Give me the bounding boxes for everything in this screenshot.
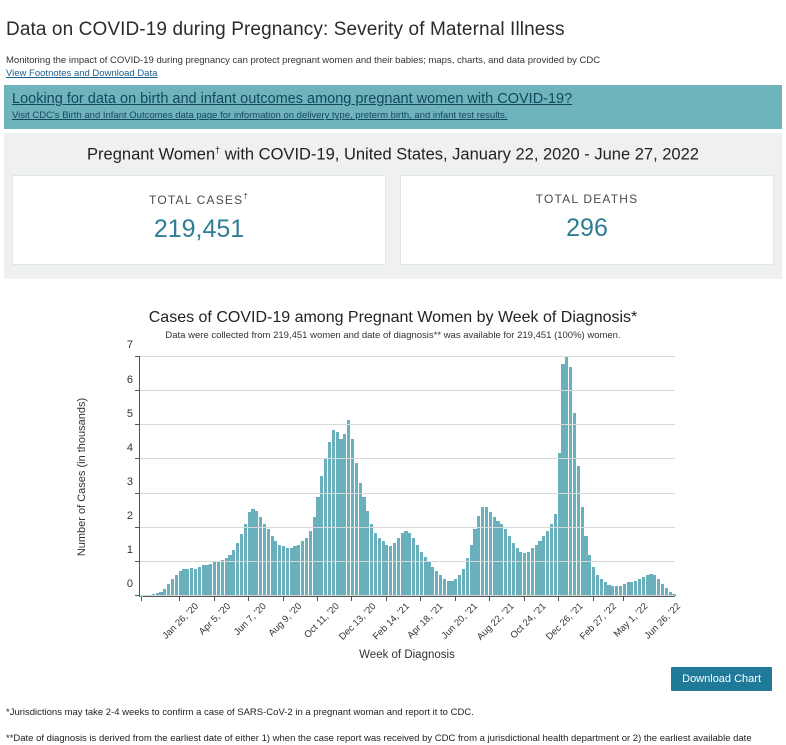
footnotes-section bbox=[0, 691, 786, 745]
x-axis-tick-mark bbox=[214, 597, 215, 601]
bar[interactable] bbox=[420, 552, 423, 596]
bar[interactable] bbox=[332, 430, 335, 596]
bar[interactable] bbox=[600, 579, 603, 596]
bar[interactable] bbox=[627, 582, 630, 596]
view-footnotes-link[interactable]: View Footnotes and Download Data bbox=[0, 68, 786, 83]
bar[interactable] bbox=[630, 582, 633, 596]
y-axis-tick-mark bbox=[135, 493, 140, 494]
bar[interactable] bbox=[362, 497, 365, 596]
stats-heading bbox=[12, 139, 774, 175]
bar[interactable] bbox=[236, 543, 239, 596]
x-axis-tick-label: Oct 24, '21 bbox=[509, 601, 549, 641]
bar[interactable] bbox=[397, 538, 400, 596]
download-row bbox=[4, 659, 782, 691]
grid-line bbox=[140, 390, 675, 391]
plot-frame bbox=[139, 357, 675, 597]
x-axis-tick-mark bbox=[455, 597, 456, 601]
bar[interactable] bbox=[205, 565, 208, 596]
bar[interactable] bbox=[519, 552, 522, 596]
bar[interactable] bbox=[309, 531, 312, 596]
bar[interactable] bbox=[584, 536, 587, 596]
bar[interactable] bbox=[535, 545, 538, 596]
bar[interactable] bbox=[458, 575, 461, 595]
bar[interactable] bbox=[439, 575, 442, 595]
bar[interactable] bbox=[374, 533, 377, 596]
x-axis-tick-label: Aug 9, '20 bbox=[267, 601, 305, 639]
x-axis-tick-mark bbox=[558, 597, 559, 601]
stats-heading-main: Pregnant Women bbox=[87, 146, 215, 164]
bar[interactable] bbox=[573, 413, 576, 596]
y-axis-tick-label: 5 bbox=[127, 408, 140, 420]
x-axis-tick-mark bbox=[179, 597, 180, 601]
y-axis-tick-mark bbox=[135, 527, 140, 528]
bar[interactable] bbox=[301, 541, 304, 596]
grid-line bbox=[140, 424, 675, 425]
stat-label-dagger: † bbox=[243, 192, 249, 201]
bar[interactable] bbox=[508, 536, 511, 596]
bar[interactable] bbox=[470, 545, 473, 596]
stats-heading-dagger: † bbox=[215, 145, 220, 155]
footnote-2: **Date of diagnosis is derived from the earliest date of either 1) when the case report was received by CDC from a jurisdictional health department or 2) the earliest available date bbox=[6, 733, 780, 745]
bar[interactable] bbox=[462, 569, 465, 596]
bar[interactable] bbox=[427, 562, 430, 596]
bar[interactable] bbox=[466, 558, 469, 596]
bar[interactable] bbox=[194, 569, 197, 596]
y-axis-tick-mark bbox=[135, 356, 140, 357]
x-axis-tick-label: Apr 18, '21 bbox=[405, 601, 445, 641]
stat-card-total-cases bbox=[12, 175, 386, 265]
y-axis-tick-label: 6 bbox=[127, 374, 140, 386]
y-axis-tick-label: 3 bbox=[127, 476, 140, 488]
stat-label-text: TOTAL DEATHS bbox=[536, 192, 639, 206]
stat-card-total-deaths bbox=[400, 175, 774, 265]
bar[interactable] bbox=[213, 562, 216, 595]
x-axis-tick-mark bbox=[489, 597, 490, 601]
download-chart-button[interactable]: Download Chart bbox=[671, 667, 772, 691]
bar[interactable] bbox=[485, 507, 488, 596]
grid-line bbox=[140, 493, 675, 494]
x-axis-tick-label: Oct 11, '20 bbox=[302, 601, 342, 641]
y-axis-tick-label: 0 bbox=[127, 578, 140, 590]
bar[interactable] bbox=[454, 579, 457, 596]
bar[interactable] bbox=[596, 575, 599, 596]
grid-line bbox=[140, 595, 675, 596]
stat-value-total-deaths: 296 bbox=[401, 214, 773, 243]
bar[interactable] bbox=[286, 548, 289, 596]
bar[interactable] bbox=[581, 507, 584, 596]
x-axis-tick-mark bbox=[283, 597, 284, 601]
chart-subtitle: Data were collected from 219,451 women and date of diagnosis** was available for 219,451 (100%) women. bbox=[4, 327, 782, 341]
stat-label bbox=[401, 192, 773, 206]
bar[interactable] bbox=[221, 560, 224, 596]
bar[interactable] bbox=[604, 582, 607, 596]
bar[interactable] bbox=[401, 533, 404, 596]
bar[interactable] bbox=[523, 553, 526, 596]
stats-section bbox=[4, 133, 782, 279]
bar[interactable] bbox=[516, 548, 519, 596]
bar[interactable] bbox=[435, 571, 438, 596]
y-axis-tick-mark bbox=[135, 561, 140, 562]
x-axis-tick-mark bbox=[623, 597, 624, 601]
banner-title-link[interactable]: Looking for data on birth and infant outcomes among pregnant women with COVID-19? bbox=[12, 91, 774, 107]
y-axis-title: Number of Cases (in thousands) bbox=[76, 398, 88, 556]
bar[interactable] bbox=[328, 442, 331, 596]
x-axis-tick-label: Jun 26, '22 bbox=[643, 601, 683, 641]
x-axis-tick-mark bbox=[593, 597, 594, 601]
x-axis-tick-mark bbox=[317, 597, 318, 601]
bar[interactable] bbox=[592, 567, 595, 596]
bar[interactable] bbox=[267, 529, 270, 596]
bar[interactable] bbox=[198, 567, 201, 596]
bar[interactable] bbox=[542, 536, 545, 596]
y-axis-tick-mark bbox=[135, 390, 140, 391]
bar[interactable] bbox=[450, 581, 453, 596]
bar[interactable] bbox=[504, 529, 507, 596]
banner-subtitle-link[interactable]: Visit CDC's Birth and Infant Outcomes data page for information on delivery type, preterm birth, and infant test results. bbox=[12, 110, 774, 121]
y-axis-tick-mark bbox=[135, 458, 140, 459]
bar[interactable] bbox=[282, 546, 285, 596]
bar[interactable] bbox=[531, 548, 534, 596]
bar[interactable] bbox=[316, 497, 319, 596]
bar[interactable] bbox=[634, 581, 637, 596]
y-axis-tick-label: 4 bbox=[127, 442, 140, 454]
chart-plot-area bbox=[4, 349, 782, 659]
bar[interactable] bbox=[404, 531, 407, 596]
bar[interactable] bbox=[385, 545, 388, 596]
x-axis-tick-label: May 1, '22 bbox=[611, 601, 650, 640]
x-axis-tick-label: Aug 22, '21 bbox=[475, 601, 517, 643]
bar[interactable] bbox=[443, 579, 446, 596]
stat-card-row bbox=[12, 175, 774, 265]
bar[interactable] bbox=[642, 577, 645, 596]
page-title: Data on COVID-19 during Pregnancy: Severity of Maternal Illness bbox=[0, 13, 786, 43]
footnote-1: *Jurisdictions may take 2-4 weeks to confirm a case of SARS-CoV-2 in a pregnant woman and report it to CDC. bbox=[6, 707, 780, 719]
stats-heading-rest: with COVID-19, United States, January 22, 2020 - June 27, 2022 bbox=[220, 146, 699, 164]
x-axis-tick-label: Apr 5, '20 bbox=[197, 601, 233, 637]
bar[interactable] bbox=[646, 575, 649, 596]
bar[interactable] bbox=[408, 533, 411, 596]
x-axis-tick-label: Feb 14, '21 bbox=[371, 601, 412, 642]
bar[interactable] bbox=[171, 579, 174, 596]
x-axis-tick-label: Jan 26, '20 bbox=[160, 601, 200, 641]
bar[interactable] bbox=[320, 476, 323, 596]
x-axis-tick-mark bbox=[386, 597, 387, 601]
x-axis-tick-label: Jun 7, '20 bbox=[232, 601, 269, 638]
info-banner[interactable] bbox=[4, 85, 782, 129]
bar[interactable] bbox=[240, 534, 243, 595]
bar[interactable] bbox=[496, 521, 499, 596]
bar[interactable] bbox=[248, 512, 251, 596]
bar[interactable] bbox=[182, 569, 185, 596]
bar[interactable] bbox=[378, 538, 381, 596]
x-axis-tick-mark bbox=[351, 597, 352, 601]
bar[interactable] bbox=[447, 581, 450, 596]
bar[interactable] bbox=[473, 529, 476, 596]
bar[interactable] bbox=[202, 565, 205, 596]
bar[interactable] bbox=[179, 571, 182, 596]
bar[interactable] bbox=[638, 579, 641, 596]
bar[interactable] bbox=[424, 557, 427, 596]
page-root bbox=[0, 13, 786, 745]
bar[interactable] bbox=[649, 574, 652, 596]
x-axis-tick-label: Dec 13, '20 bbox=[337, 601, 379, 643]
grid-line bbox=[140, 527, 675, 528]
bar[interactable] bbox=[190, 568, 193, 596]
bar[interactable] bbox=[431, 567, 434, 596]
bar[interactable] bbox=[546, 531, 549, 596]
bar[interactable] bbox=[493, 517, 496, 596]
chart-section bbox=[4, 289, 782, 691]
bar[interactable] bbox=[527, 552, 530, 596]
bar[interactable] bbox=[389, 546, 392, 596]
bar[interactable] bbox=[657, 579, 660, 596]
bar[interactable] bbox=[351, 439, 354, 596]
y-axis-tick-label: 1 bbox=[127, 544, 140, 556]
x-axis-tick-label: Feb 27, '22 bbox=[578, 601, 619, 642]
bar[interactable] bbox=[481, 507, 484, 596]
x-axis-tick-mark bbox=[524, 597, 525, 601]
grid-line bbox=[140, 356, 675, 357]
bar[interactable] bbox=[274, 541, 277, 596]
grid-line bbox=[140, 458, 675, 459]
bar[interactable] bbox=[217, 562, 220, 596]
bar[interactable] bbox=[305, 538, 308, 596]
page-subtitle: Monitoring the impact of COVID-19 during pregnancy can protect pregnant women and their babies; maps, charts, and data provided by CDC bbox=[0, 55, 786, 68]
bar[interactable] bbox=[538, 541, 541, 596]
bar[interactable] bbox=[313, 517, 316, 596]
y-axis-tick-label: 7 bbox=[127, 339, 140, 351]
x-axis-tick-label: Jun 20, '21 bbox=[440, 601, 480, 641]
bar[interactable] bbox=[412, 538, 415, 596]
y-axis-tick-mark bbox=[135, 595, 140, 596]
bar[interactable] bbox=[278, 545, 281, 596]
bar[interactable] bbox=[175, 575, 178, 596]
x-axis-tick-mark bbox=[141, 597, 142, 601]
bar[interactable] bbox=[558, 453, 561, 596]
bar[interactable] bbox=[339, 439, 342, 596]
y-axis-tick-label: 2 bbox=[127, 510, 140, 522]
bar[interactable] bbox=[366, 511, 369, 596]
y-axis-tick-mark bbox=[135, 424, 140, 425]
bar[interactable] bbox=[382, 541, 385, 596]
bar[interactable] bbox=[293, 546, 296, 596]
x-axis-tick-mark bbox=[420, 597, 421, 601]
x-axis-tick-label: Dec 26, '21 bbox=[544, 601, 586, 643]
bar[interactable] bbox=[355, 463, 358, 596]
bar[interactable] bbox=[259, 517, 262, 596]
bar[interactable] bbox=[653, 575, 656, 595]
stat-label-text: TOTAL CASES bbox=[149, 193, 243, 207]
bar[interactable] bbox=[336, 432, 339, 596]
bar[interactable] bbox=[209, 564, 212, 596]
bar[interactable] bbox=[255, 511, 258, 596]
bar[interactable] bbox=[416, 545, 419, 596]
bar[interactable] bbox=[577, 466, 580, 596]
chart-title: Cases of COVID-19 among Pregnant Women by Week of Diagnosis* bbox=[4, 297, 782, 327]
bar[interactable] bbox=[347, 420, 350, 596]
bar[interactable] bbox=[290, 548, 293, 596]
bar[interactable] bbox=[186, 569, 189, 596]
bar[interactable] bbox=[271, 536, 274, 596]
bar[interactable] bbox=[232, 550, 235, 596]
bar[interactable] bbox=[477, 516, 480, 596]
bar[interactable] bbox=[359, 483, 362, 596]
stat-value-total-cases: 219,451 bbox=[13, 215, 385, 244]
bar[interactable] bbox=[512, 543, 515, 596]
bar[interactable] bbox=[225, 558, 228, 596]
bar[interactable] bbox=[297, 545, 300, 596]
x-axis-tick-mark bbox=[248, 597, 249, 601]
grid-line bbox=[140, 561, 675, 562]
bar[interactable] bbox=[489, 512, 492, 596]
bar[interactable] bbox=[251, 509, 254, 596]
bar[interactable] bbox=[393, 543, 396, 596]
x-axis-title: Week of Diagnosis bbox=[139, 649, 675, 661]
stat-label bbox=[13, 192, 385, 207]
